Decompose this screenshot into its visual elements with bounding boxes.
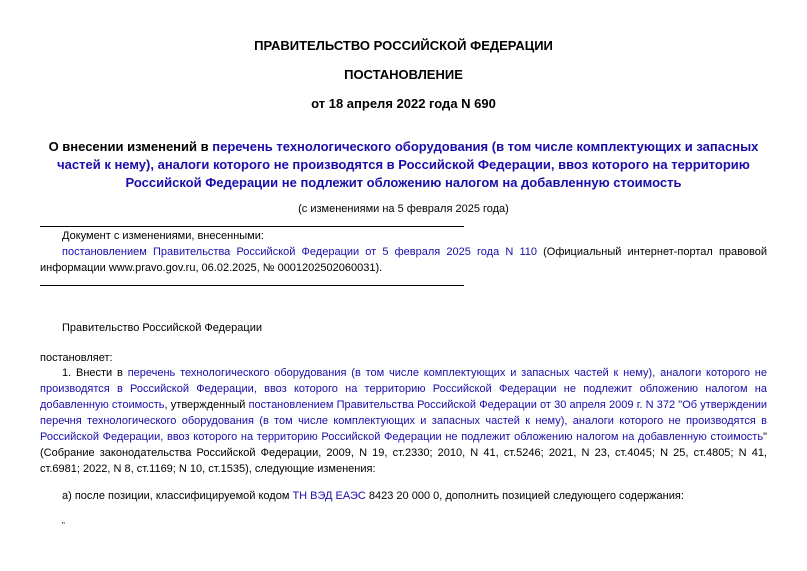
changes-text: [40, 244, 767, 276]
issuer-text: Правительство Российской Федерации: [62, 322, 262, 334]
tn-ved-link[interactable]: ТН ВЭД ЕАЭС: [292, 490, 366, 502]
revision-note: (с изменениями на 5 февраля 2025 года): [298, 203, 509, 215]
item-1-lead: 1. Внести в: [62, 367, 128, 379]
title-link[interactable]: перечень технологического оборудования (в том числе комплектующих и запасных частей к нему), аналоги которого не производятся в Российской Федерации, ввоз которого на территорию Российской Федерации не подлежит обложению налогом на добавленную стоимость: [57, 139, 759, 190]
item-1-resolution-link[interactable]: постановлением Правительства Российской Федерации от 30 апреля 2009 г. N 372 "Об утверждении перечня технологического оборудования (в том числе комплектующих и запасных частей к нему), аналоги которого не производятся в Российской Федерации, ввоз которого на территорию Российской Федерации не подлежит обложению налогом на добавленную стоимость: [40, 399, 767, 443]
item-1-list-link[interactable]: перечень технологического оборудования (в том числе комплектующих и запасных частей к нему), аналоги которого не производятся в Российской Федерации, ввоз которого на территорию Российской Федерации не подлежит обложению налогом на добавленную стоимость: [40, 367, 767, 411]
document-date-number: от 18 апреля 2022 года N 690: [311, 96, 496, 111]
document-title: [40, 138, 767, 192]
resolves-text: постановляет:: [40, 352, 113, 364]
amendment-source: (Официальный интернет-портал правовой информации www.pravo.gov.ru, 06.02.2025, № 0001202502060031).: [40, 246, 767, 274]
item-1-tail: " (Собрание законодательства Российской Федерации, 2009, N 19, ст.2330; 2010, N 41, ст.5246; 2021, N 23, ст.4045; N 25, ст.4805; N 41, ст.6981; 2022, N 8, ст.1169; N 10, ст.1535), следующие изменения:: [40, 431, 767, 475]
divider-top: [40, 226, 464, 227]
document-type: ПОСТАНОВЛЕНИЕ: [344, 67, 463, 82]
subitem-a-tail: 8423 20 000 0, дополнить позицией следующего содержания:: [365, 490, 684, 502]
title-prefix: О внесении изменений в: [48, 139, 213, 154]
amendment-link[interactable]: постановлением Правительства Российской Федерации от 5 февраля 2025 года N 110: [62, 246, 537, 258]
opening-quote: ": [62, 521, 65, 530]
divider-bottom: [40, 285, 464, 286]
item-1-mid: , утвержденный: [164, 399, 249, 411]
changes-intro: Документ с изменениями, внесенными:: [62, 230, 264, 242]
subitem-a-lead: а) после позиции, классифицируемой кодом: [62, 490, 293, 502]
government-heading: ПРАВИТЕЛЬСТВО РОССИЙСКОЙ ФЕДЕРАЦИИ: [254, 38, 553, 53]
subitem-a: [62, 488, 684, 504]
item-1-paragraph: [40, 365, 767, 477]
